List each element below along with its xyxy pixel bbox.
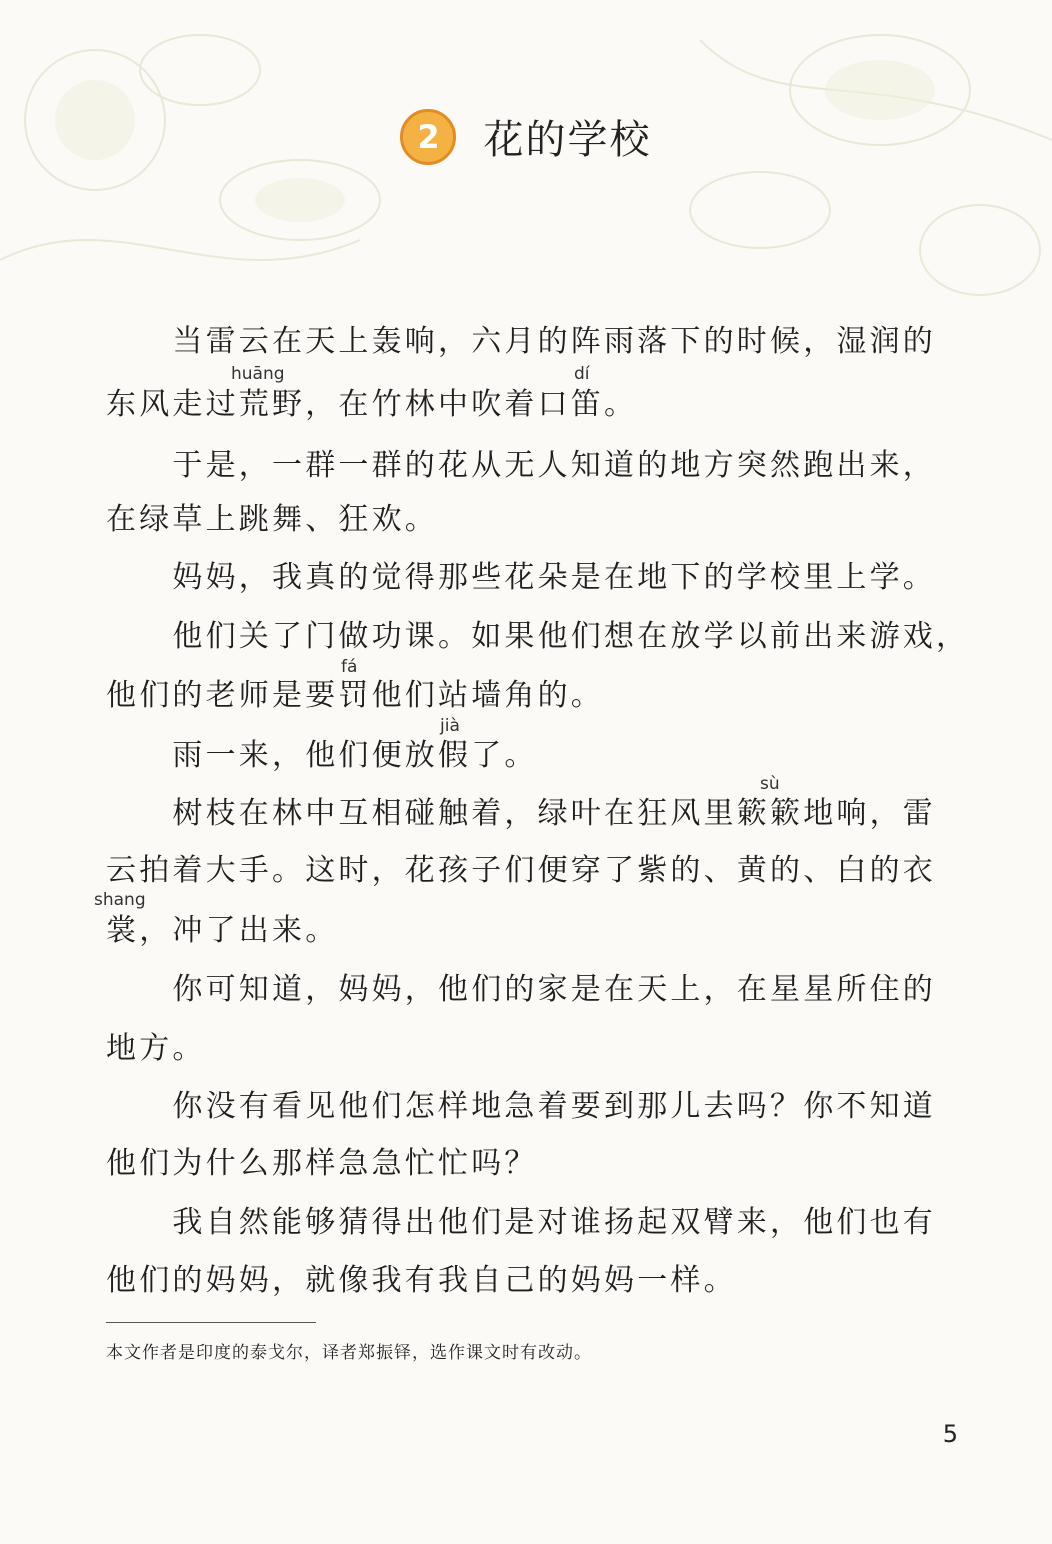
text-line-9: 树枝在林中互相碰触着，绿叶在狂风里簌簌地响，雷	[106, 796, 936, 831]
pinyin-fa: fá	[341, 657, 358, 677]
pinyin-jia: jià	[440, 716, 460, 736]
pinyin-di: dí	[574, 364, 590, 384]
text-line-12: 你可知道，妈妈，他们的家是在天上，在星星所住的	[106, 972, 936, 1007]
text-line-11: 裳，冲了出来。	[106, 913, 339, 948]
text-line-4: 在绿草上跳舞、狂欢。	[106, 502, 438, 537]
text-line-6: 他们关了门做功课。如果他们想在放学以前出来游戏，	[106, 619, 970, 654]
text-line-1: 当雷云在天上轰响，六月的阵雨落下的时候，湿润的	[106, 324, 936, 359]
text-line-3: 于是，一群一群的花从无人知道的地方突然跑出来，	[106, 448, 936, 483]
page-title: 花的学校	[483, 117, 652, 163]
text-line-2: 东风走过荒野，在竹林中吹着口笛。	[106, 387, 638, 422]
lesson-number-badge: 2	[400, 109, 456, 165]
text-line-5: 妈妈，我真的觉得那些花朵是在地下的学校里上学。	[106, 560, 936, 595]
pinyin-su: sù	[760, 774, 780, 794]
text-line-15: 他们为什么那样急急忙忙吗？	[106, 1146, 538, 1181]
text-line-8: 雨一来，他们便放假了。	[106, 738, 538, 773]
text-line-10: 云拍着大手。这时，花孩子们便穿了紫的、黄的、白的衣	[106, 853, 936, 888]
text-line-16: 我自然能够猜得出他们是对谁扬起双臂来，他们也有	[106, 1205, 936, 1240]
page-number: 5	[942, 1420, 958, 1448]
pinyin-huang: huāng	[231, 364, 285, 384]
text-line-14: 你没有看见他们怎样地急着要到那儿去吗？你不知道	[106, 1089, 936, 1124]
text-line-17: 他们的妈妈，就像我有我自己的妈妈一样。	[106, 1263, 737, 1298]
text-line-7: 他们的老师是要罚他们站墙角的。	[106, 678, 604, 713]
pinyin-shang: shang	[94, 890, 146, 910]
lesson-heading	[0, 108, 1052, 165]
footnote: 本文作者是印度的泰戈尔，译者郑振铎，选作课文时有改动。	[106, 1343, 592, 1363]
floral-background	[0, 0, 1052, 330]
text-line-13: 地方。	[106, 1031, 206, 1066]
footnote-divider	[106, 1322, 316, 1323]
